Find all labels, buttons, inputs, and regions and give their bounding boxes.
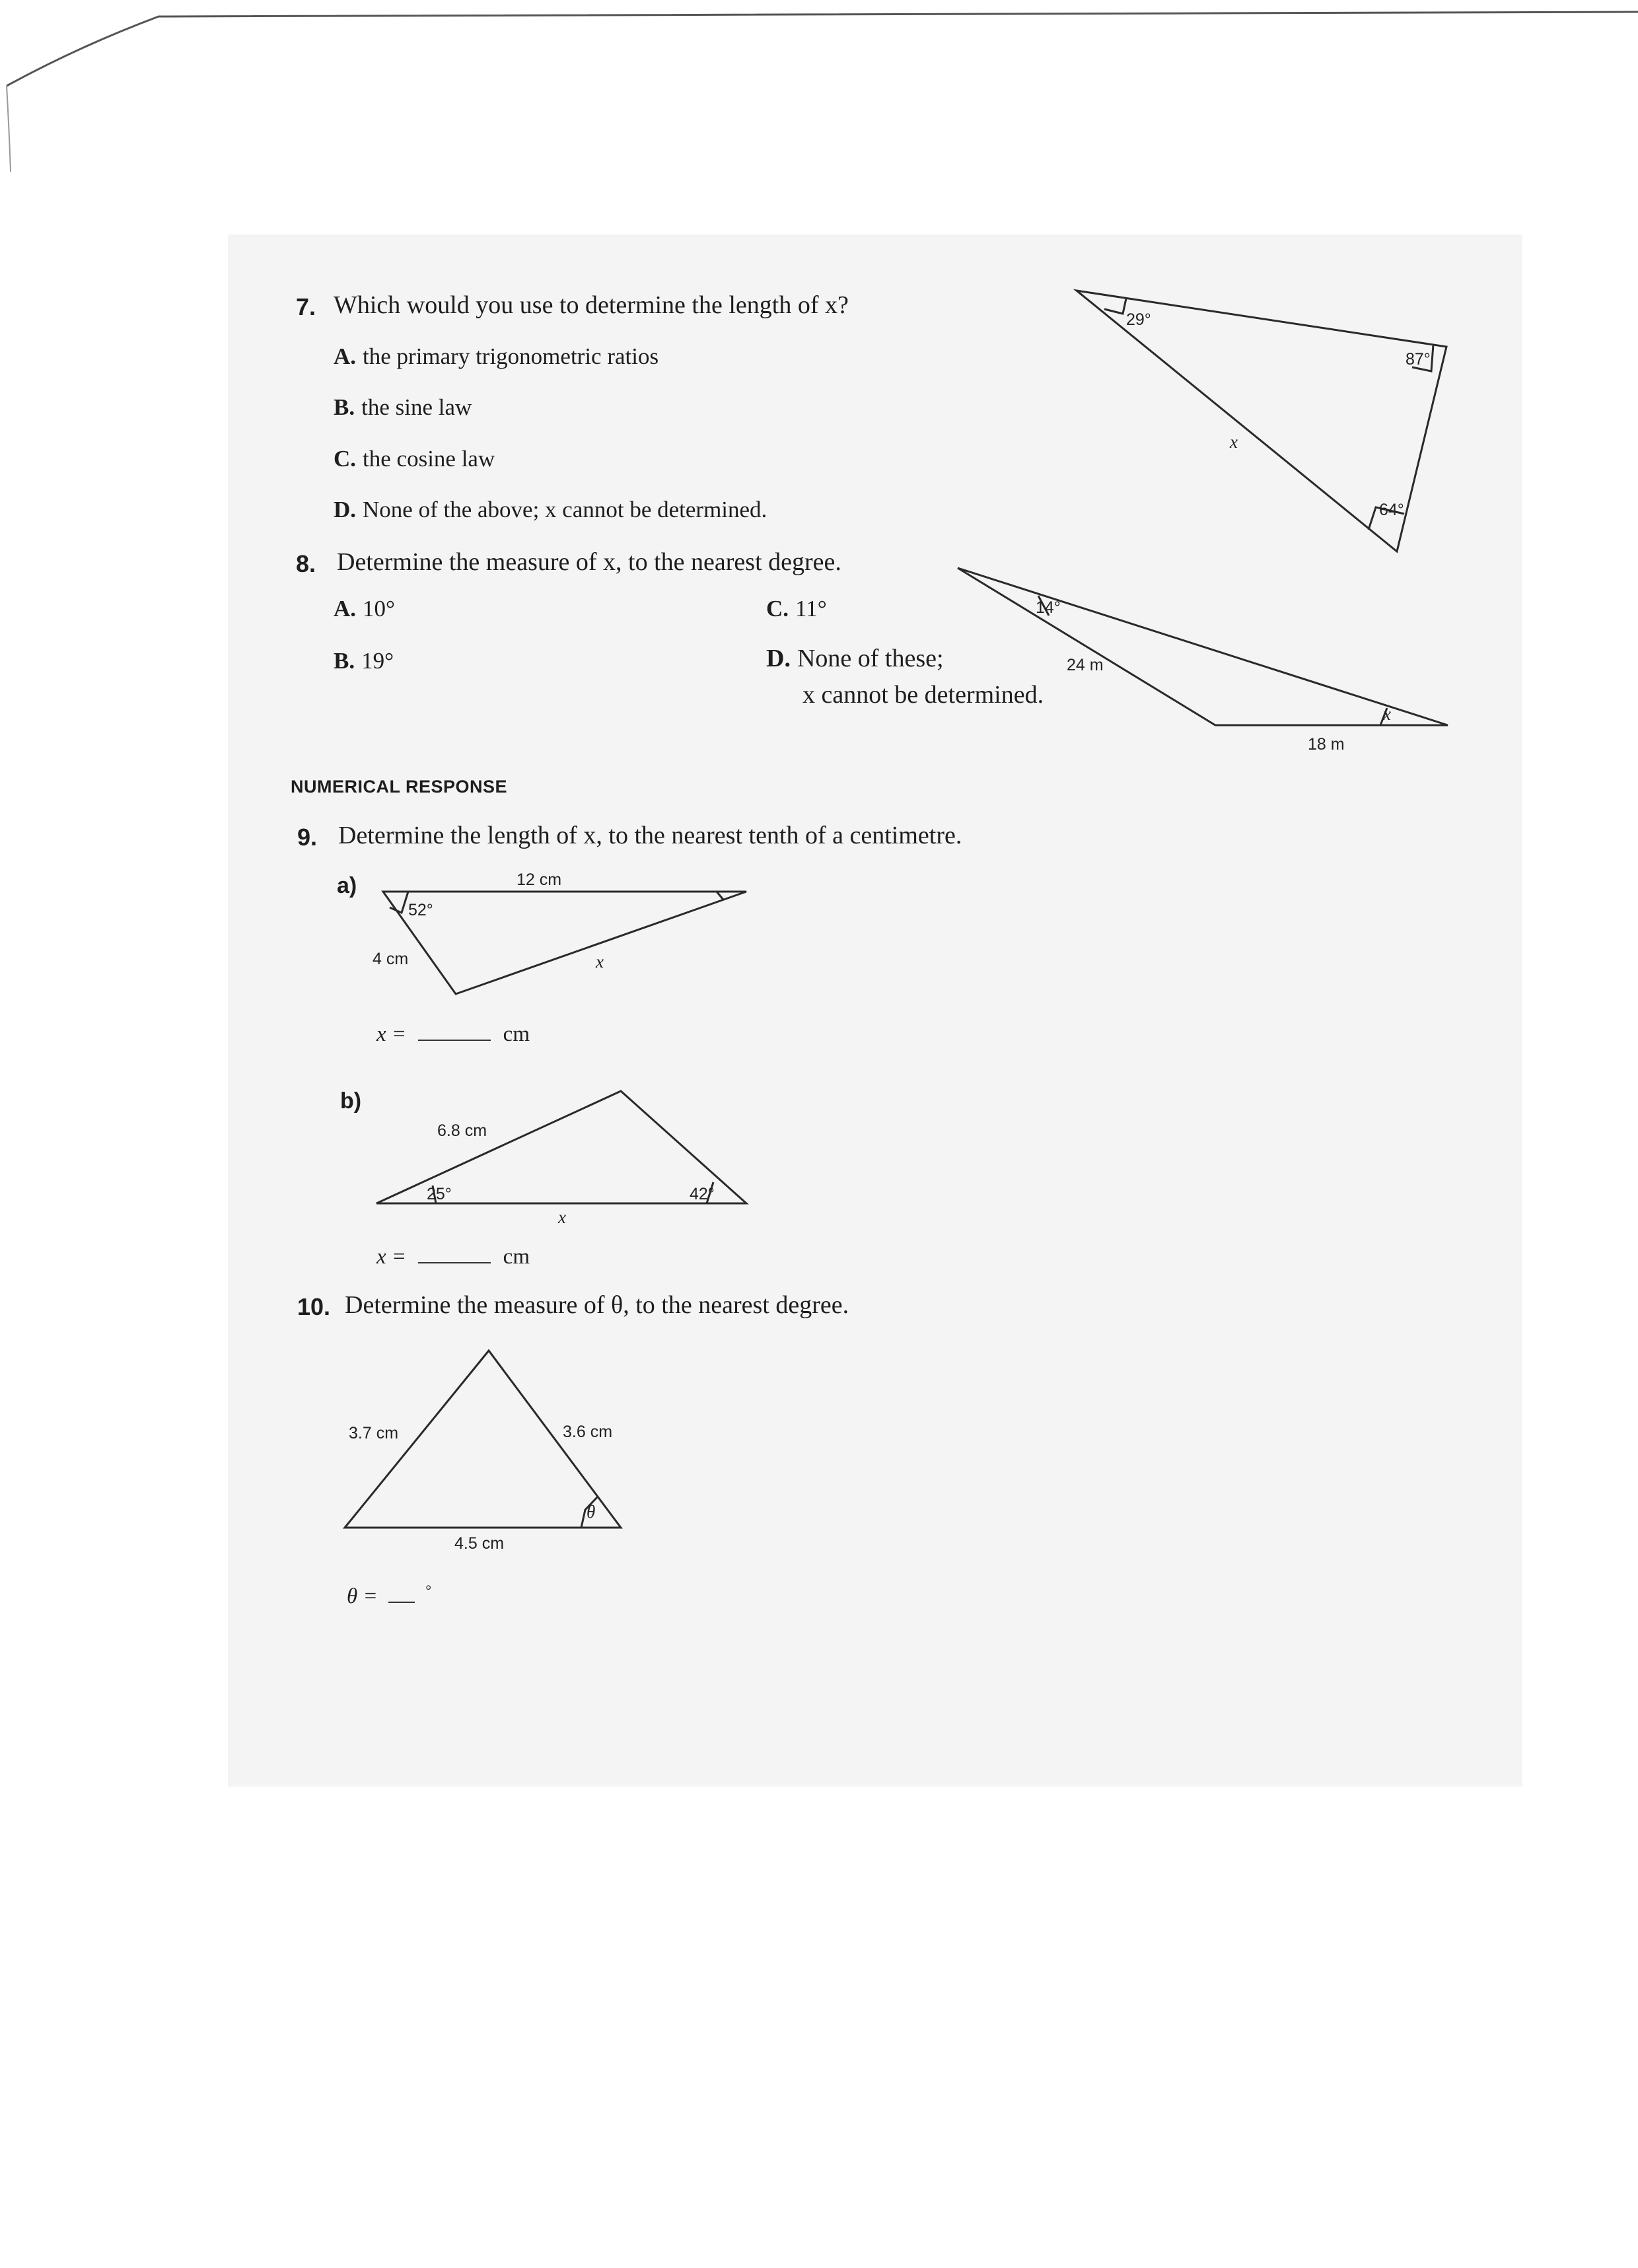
q8-triangle-figure — [951, 555, 1466, 753]
q8-angle-x-label: x — [1383, 704, 1391, 724]
q8-angle-label: 14° — [1036, 598, 1061, 617]
q7-option-d-letter: D. — [334, 497, 357, 522]
q7-option-a-letter: A. — [334, 343, 357, 369]
q10-answer-unit: ° — [425, 1582, 432, 1598]
q7-option-c[interactable] — [334, 446, 495, 472]
q10-question: Determine the measure of θ, to the nearest degree. — [345, 1291, 849, 1319]
q7-option-d[interactable] — [334, 497, 767, 523]
q8-option-d-continuation: x cannot be determined. — [802, 681, 1044, 709]
q8-option-d-text: None of these; — [797, 645, 944, 672]
q7-option-c-letter: C. — [334, 446, 357, 472]
q7-option-b-text: the sine law — [361, 394, 472, 420]
q7-angle-mark-top — [1104, 299, 1126, 314]
q8-option-c-text: 11° — [795, 596, 827, 621]
q10-answer-line — [347, 1582, 431, 1609]
q9a-side-top-label: 12 cm — [516, 870, 562, 889]
q9a-triangle-figure — [370, 865, 766, 1004]
q8-option-b[interactable] — [334, 648, 394, 674]
q9b-side-x-label: x — [558, 1207, 566, 1227]
q8-option-b-letter: B. — [334, 648, 355, 674]
q9b-triangle-figure — [370, 1083, 766, 1228]
q8-number: 8. — [296, 550, 316, 577]
q9b-angle-right-label: 42° — [690, 1185, 715, 1203]
q8-triangle — [958, 568, 1448, 725]
q9a-angle-label: 52° — [408, 901, 433, 919]
q8-side-bottom-label: 18 m — [1308, 735, 1345, 754]
q8-option-c[interactable] — [766, 596, 827, 622]
q7-option-a[interactable] — [334, 343, 659, 370]
q7-option-c-text: the cosine law — [363, 446, 495, 472]
q8-option-a[interactable] — [334, 596, 395, 622]
q9a-answer-line — [376, 1022, 530, 1047]
q10-number: 10. — [297, 1293, 331, 1320]
q8-option-a-letter: A. — [334, 596, 357, 621]
q9b-answer-line — [376, 1245, 530, 1269]
q9-number: 9. — [297, 824, 318, 851]
q7-angle-right-label: 87° — [1406, 350, 1431, 369]
q10-angle-label: θ — [587, 1502, 596, 1522]
q8-question: Determine the measure of x, to the nearest degree. — [337, 548, 841, 576]
q8-side-long-label: 24 m — [1067, 656, 1104, 674]
q9-question: Determine the length of x, to the nearest tenth of a centimetre. — [338, 822, 962, 849]
q7-number: 7. — [296, 293, 316, 320]
q7-angle-bottom-label: 64° — [1379, 501, 1404, 519]
q10-answer-prefix: θ = — [347, 1584, 378, 1608]
q9a-answer-prefix: x = — [376, 1022, 407, 1046]
q9a-angle-mark — [390, 892, 408, 913]
q9b-answer-prefix: x = — [376, 1245, 407, 1269]
q9b-angle-left-label: 25° — [427, 1185, 452, 1203]
q7-option-b[interactable] — [334, 394, 472, 421]
q7-option-a-text: the primary trigonometric ratios — [363, 343, 659, 369]
q9b-label: b) — [340, 1088, 362, 1114]
q8-option-d[interactable] — [766, 644, 944, 673]
q7-side-x-label: x — [1230, 432, 1238, 452]
q10-triangle-figure — [337, 1341, 654, 1559]
q7-triangle-figure — [1057, 284, 1466, 568]
q7-option-d-text: None of the above; x cannot be determined. — [363, 497, 767, 522]
page-corner-fold — [0, 0, 1638, 106]
q10-side-bottom-label: 4.5 cm — [454, 1534, 505, 1553]
q8-option-b-text: 19° — [361, 648, 394, 674]
q10-side-left-label: 3.7 cm — [349, 1424, 399, 1442]
q10-answer-blank[interactable] — [388, 1602, 415, 1603]
q9a-side-left-label: 4 cm — [373, 950, 409, 968]
q7-question: Which would you use to determine the length of x? — [334, 291, 849, 319]
q8-option-a-text: 10° — [363, 596, 396, 621]
q9a-label: a) — [337, 873, 357, 898]
q8-option-d-letter: D. — [766, 645, 791, 672]
q7-option-b-letter: B. — [334, 394, 355, 420]
q9a-answer-blank[interactable] — [418, 1040, 491, 1041]
section-heading-numerical-response: NUMERICAL RESPONSE — [291, 777, 508, 797]
q9a-side-x-label: x — [596, 952, 604, 972]
q10-side-right-label: 3.6 cm — [563, 1423, 613, 1441]
q9a-answer-unit: cm — [503, 1022, 530, 1046]
q9a-triangle — [383, 892, 746, 994]
q9a-small-angle-mark — [717, 892, 723, 900]
q9b-answer-blank[interactable] — [418, 1262, 491, 1263]
q9b-side-left-label: 6.8 cm — [437, 1121, 487, 1140]
q9b-answer-unit: cm — [503, 1245, 530, 1269]
q7-angle-top-label: 29° — [1126, 310, 1151, 329]
q8-option-c-letter: C. — [766, 596, 789, 621]
